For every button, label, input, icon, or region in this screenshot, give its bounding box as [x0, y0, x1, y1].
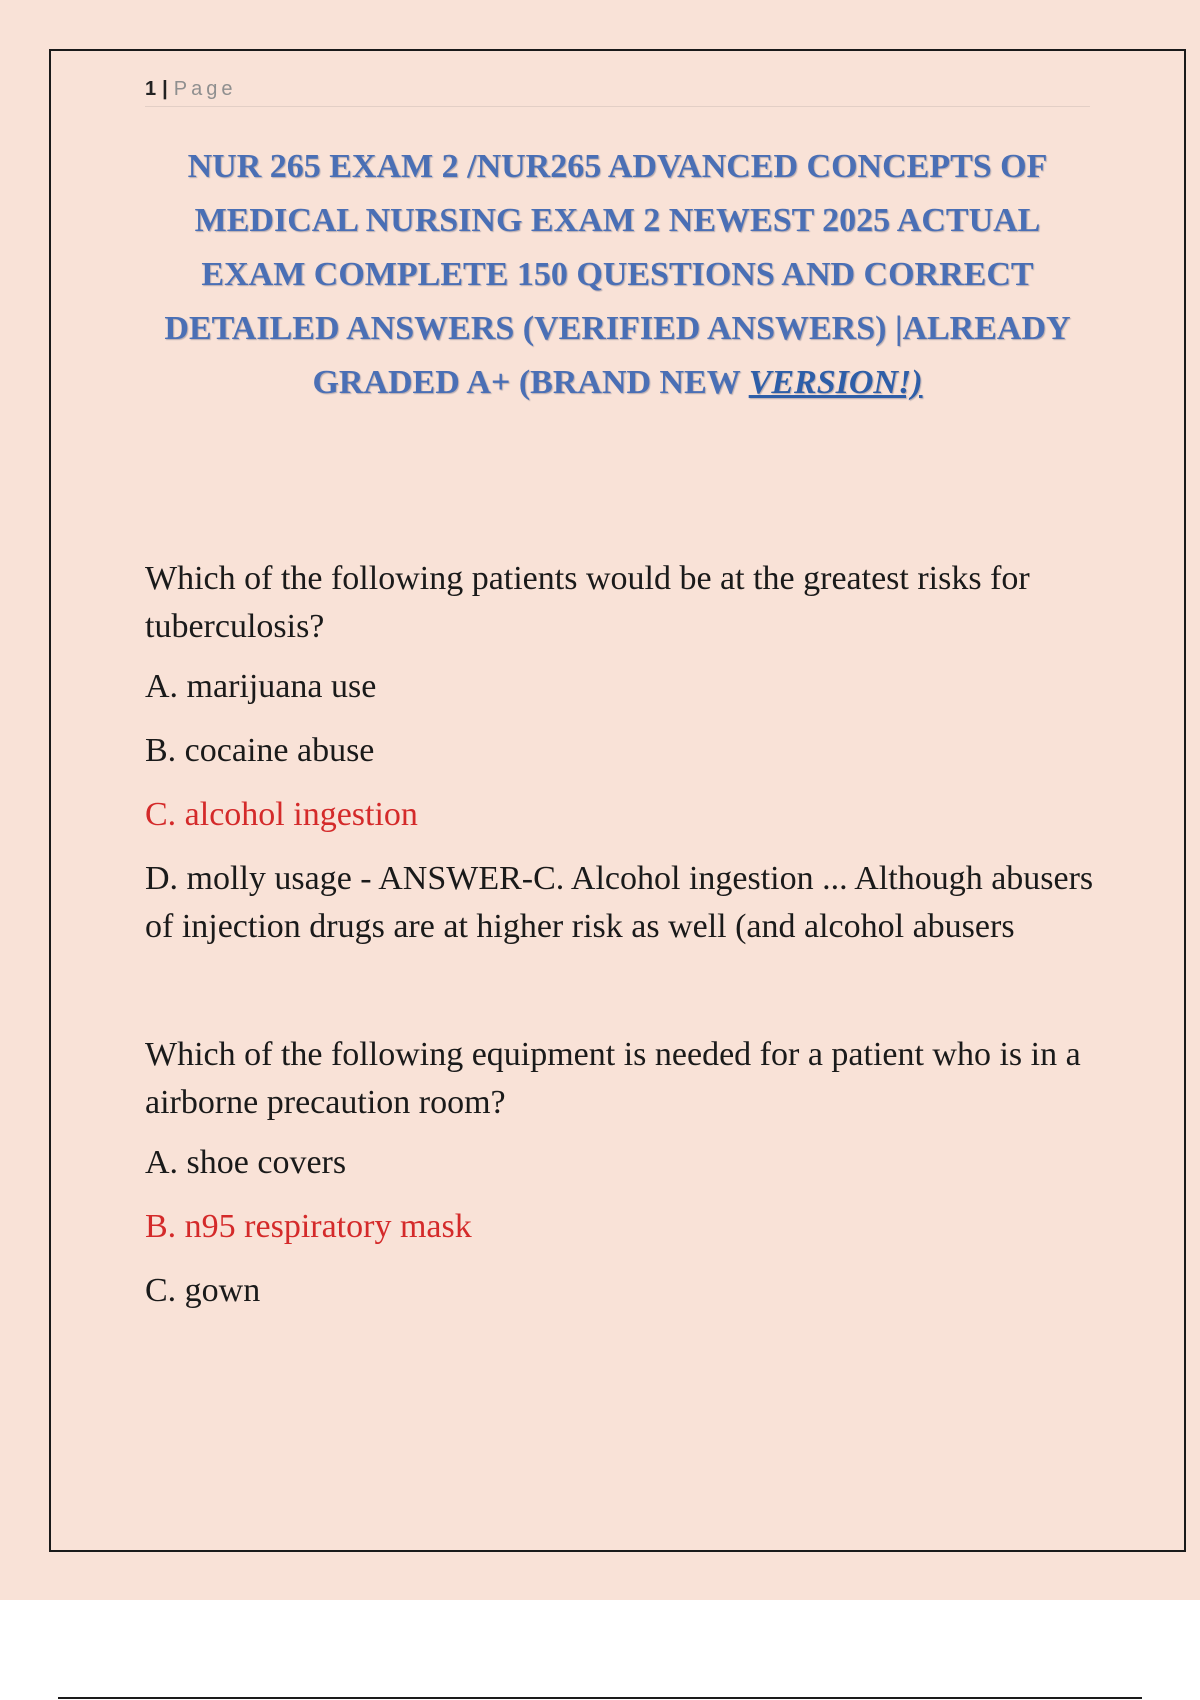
- option-b: B. cocaine abuse: [145, 732, 375, 769]
- page-header: [145, 72, 1090, 107]
- option-d-answer: D. molly usage - ANSWER-C. Alcohol ingestion ... Although abusers of injection drugs are at higher risk as well (and alcohol abusers: [145, 860, 1094, 945]
- option-c-correct: C. alcohol ingestion: [145, 796, 418, 833]
- question-list: [145, 555, 1095, 1395]
- option-c: C. gown: [145, 1272, 261, 1309]
- header-separator: |: [162, 78, 168, 100]
- question-block-2: [145, 1031, 1095, 1315]
- document-title: [140, 140, 1095, 410]
- title-text: NUR 265 EXAM 2 /NUR265 ADVANCED CONCEPTS OF MEDICAL NURSING EXAM 2 NEWEST 2025 ACTUAL EXAM COMPLETE 150 QUESTIONS AND CORRECT DETAILED ANSWERS (VERIFIED ANSWERS) |ALREADY GRADED A+ (BRAND NEW: [164, 148, 1071, 401]
- question-block-1: [145, 555, 1095, 951]
- question-text: Which of the following equipment is needed for a patient who is in a airborne precaution room?: [145, 1036, 1081, 1121]
- title-version: VERSION!): [748, 364, 923, 401]
- option-a: A. marijuana use: [145, 668, 377, 705]
- option-a: A. shoe covers: [145, 1144, 347, 1181]
- question-text: Which of the following patients would be at the greatest risks for tuberculosis?: [145, 560, 1030, 645]
- page-label: Page: [173, 78, 237, 100]
- option-b-correct: B. n95 respiratory mask: [145, 1208, 472, 1245]
- page-number: 1: [145, 78, 157, 100]
- bottom-divider: [58, 1697, 1142, 1699]
